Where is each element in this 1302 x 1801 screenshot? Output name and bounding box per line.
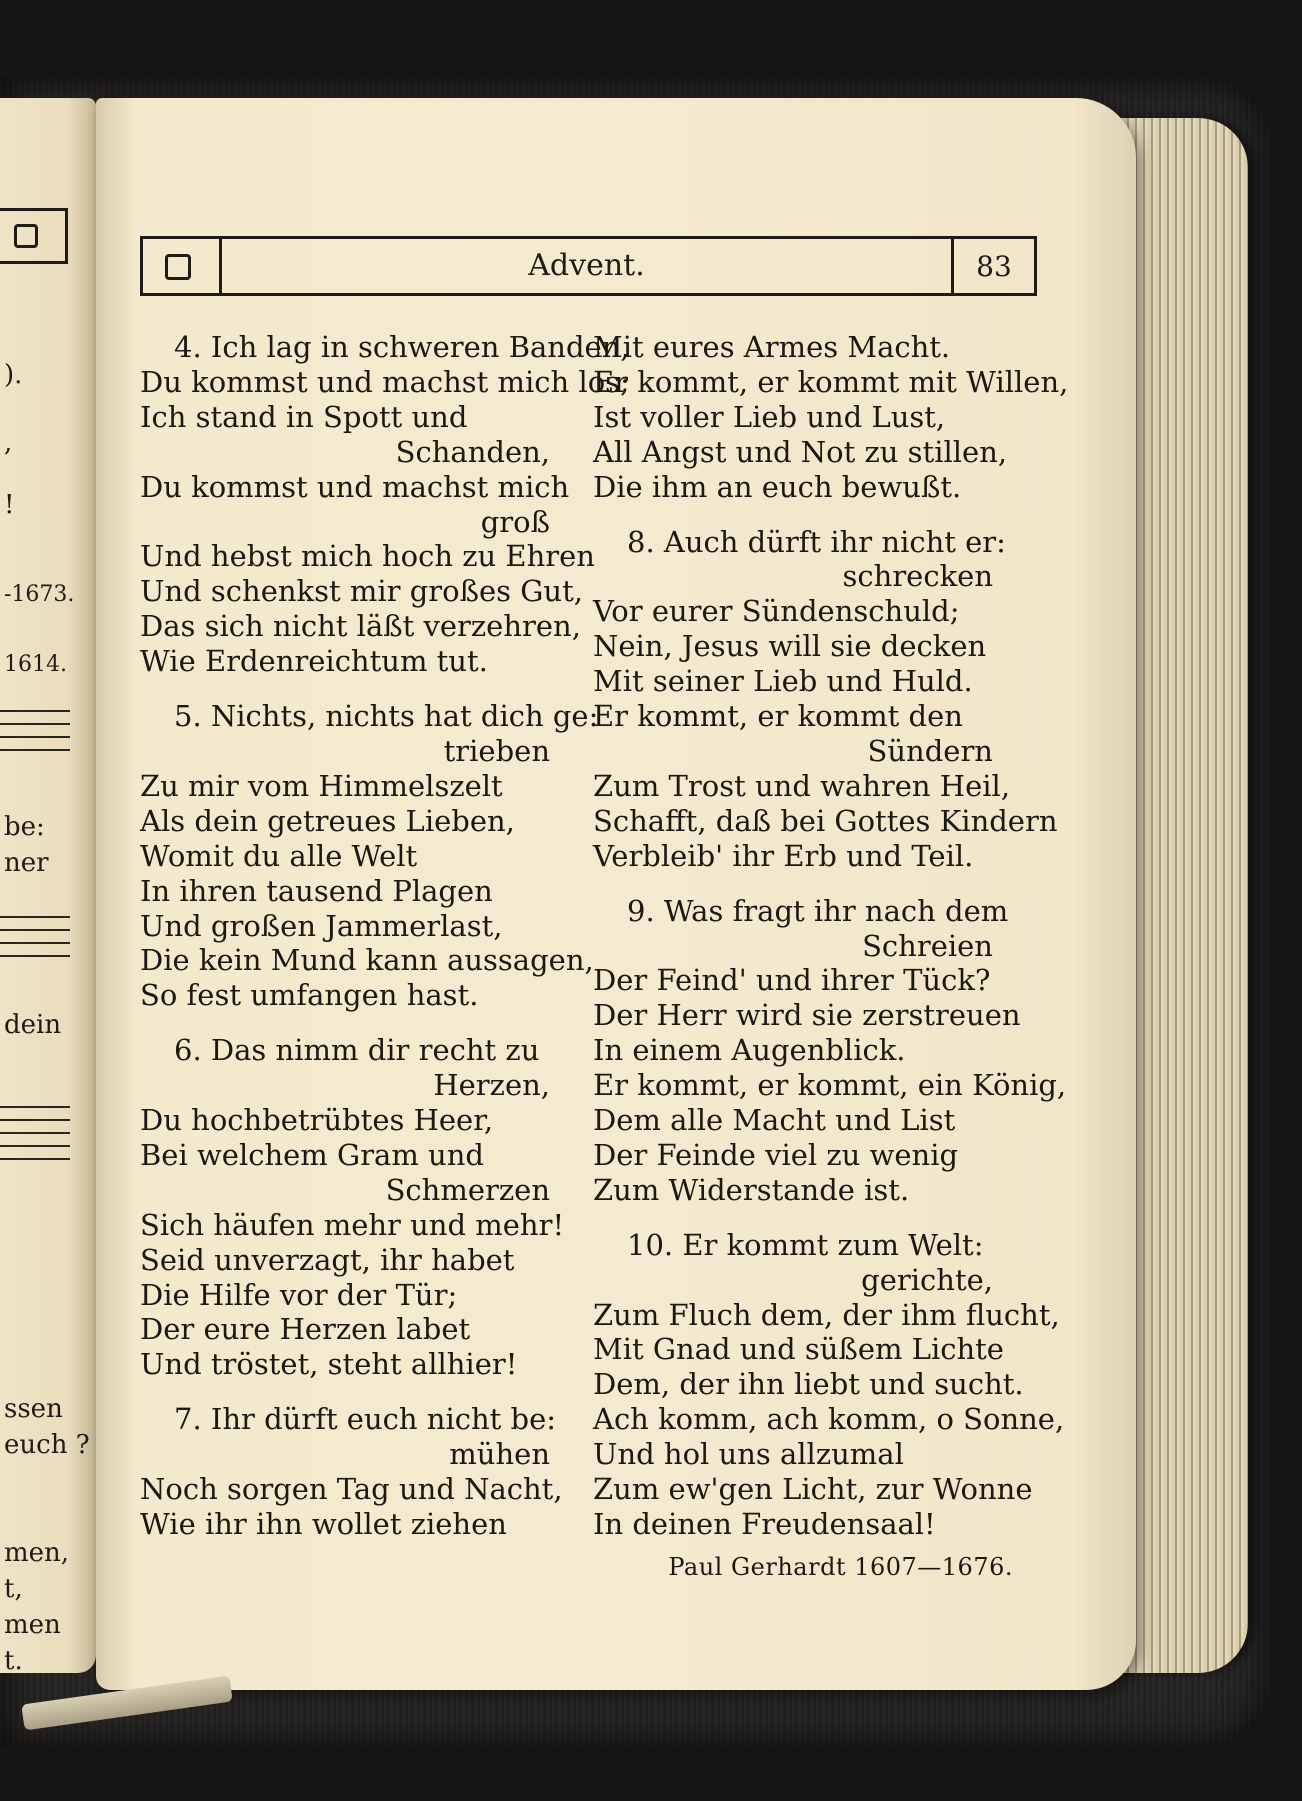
verse-line: Ich stand in Spott und (140, 399, 468, 434)
verse-line: 10. Er kommt zum Welt: (627, 1227, 984, 1262)
page-header (140, 236, 1037, 296)
verse-line: Nein, Jesus will sie decken (593, 629, 987, 664)
square-icon (14, 224, 38, 248)
stanza-gap (140, 1013, 590, 1033)
left-fragment: t, (4, 1574, 23, 1604)
left-fragment: men, (4, 1538, 70, 1568)
text-column-right (593, 330, 1069, 1585)
verse-line: Noch sorgen Tag und Nacht, (140, 1472, 563, 1507)
verse-line: Das sich nicht läßt verzehren, (140, 609, 581, 644)
verse-line: Bei welchem Gram und (140, 1137, 484, 1172)
page-number: 83 (976, 250, 1012, 283)
verse-line: schrecken (842, 559, 993, 594)
verse-line: 4. Ich lag in schweren Banden, (174, 330, 630, 364)
stanza (140, 330, 630, 679)
music-staff (0, 710, 70, 762)
verse-line: Zu mir vom Himmelszelt (140, 768, 503, 803)
stanza (140, 1033, 590, 1382)
verse-line: Herzen, (433, 1068, 550, 1103)
left-fragment: ). (4, 360, 23, 390)
verse-line: Ach komm, ach komm, o Sonne, (593, 1402, 1065, 1437)
verse-line: Der Herr wird sie zerstreuen (593, 998, 1021, 1033)
verse-line: Der eure Herzen labet (140, 1312, 471, 1347)
right-page (96, 98, 1136, 1690)
verse-line: Zum Widerstande ist. (593, 1172, 910, 1207)
left-fragment: , (4, 428, 13, 458)
verse-line: 9. Was fragt ihr nach dem (627, 893, 1009, 928)
verse-line: Seid unverzagt, ihr habet (140, 1242, 515, 1277)
stanza (593, 893, 1067, 1208)
stanza-gap (140, 1382, 590, 1402)
left-page (0, 98, 96, 1673)
verse-line: Wie Erdenreichtum tut. (140, 644, 488, 679)
verse-line: Ist voller Lieb und Lust, (593, 399, 946, 434)
verse-line: Der Feind' und ihrer Tück? (593, 963, 991, 998)
verse-line: Schreien (862, 928, 993, 963)
verse-line: Und tröstet, steht allhier! (140, 1347, 518, 1382)
verse-line: In deinen Freudensaal! (593, 1507, 936, 1541)
left-header-box (0, 208, 68, 264)
left-fragment: dein (4, 1010, 62, 1040)
left-fragment: ner (4, 848, 49, 878)
text-column-left (140, 330, 630, 1542)
author-credit: Paul Gerhardt 1607—1676. (668, 1552, 1013, 1581)
verse-line: Die kein Mund kann aussagen, (140, 943, 594, 978)
stanza-gap (593, 874, 1033, 894)
square-icon (165, 254, 191, 280)
stanza (140, 1402, 590, 1542)
verse-line: 6. Das nimm dir recht zu (174, 1033, 540, 1068)
verse-line: Die ihm an euch bewußt. (593, 469, 962, 504)
verse-line: So fest umfangen hast. (140, 978, 479, 1013)
left-fragment: ! (4, 490, 15, 520)
verse-line: All Angst und Not zu stillen, (593, 434, 1008, 469)
verse-line: Er kommt, er kommt mit Willen, (593, 364, 1069, 399)
verse-line: Er kommt, er kommt den (593, 699, 963, 734)
stanza (140, 699, 599, 1013)
verse-line: In ihren tausend Plagen (140, 873, 493, 908)
left-fragment: ssen (4, 1394, 63, 1424)
verse-line: 7. Ihr dürft euch nicht be: (174, 1402, 557, 1437)
verse-line: Mit eures Armes Macht. (593, 330, 951, 364)
left-fragment: euch ? (4, 1430, 90, 1460)
page-title: Advent. (528, 248, 645, 283)
verse-line: Du kommst und machst mich los; (140, 364, 630, 399)
verse-line: Zum Fluch dem, der ihm flucht, (593, 1297, 1060, 1332)
verse-line: Verbleib' ihr Erb und Teil. (593, 838, 974, 873)
stanza-gap (593, 505, 1033, 525)
left-fragment: 1614. (4, 652, 67, 677)
verse-line: gerichte, (861, 1262, 993, 1297)
verse-line: 8. Auch dürft ihr nicht er: (627, 524, 1006, 559)
stanza-gap (140, 679, 590, 699)
verse-line: Wie ihr ihn wollet ziehen (140, 1507, 507, 1541)
verse-line: trieben (443, 733, 550, 768)
verse-line: Mit Gnad und süßem Lichte (593, 1332, 1004, 1367)
stanza (593, 1227, 1065, 1542)
verse-line: Der Feinde viel zu wenig (593, 1137, 959, 1172)
verse-line: Zum ew'gen Licht, zur Wonne (593, 1472, 1033, 1507)
verse-line: Schmerzen (385, 1172, 550, 1207)
verse-line: Sich häufen mehr und mehr! (140, 1207, 565, 1242)
verse-line: In einem Augenblick. (593, 1033, 906, 1068)
stanza (593, 524, 1058, 874)
verse-line: mühen (449, 1437, 550, 1472)
verse-line: Sündern (867, 733, 993, 768)
verse-line: Die Hilfe vor der Tür; (140, 1277, 458, 1312)
verse-line: Du kommst und machst mich (140, 469, 570, 504)
verse-line: Schafft, daß bei Gottes Kindern (593, 803, 1058, 838)
verse-line: Und schenkst mir großes Gut, (140, 574, 583, 609)
verse-line: Er kommt, er kommt, ein König, (593, 1068, 1067, 1103)
verse-line: Vor eurer Sündenschuld; (593, 594, 960, 629)
left-fragment: -1673. (4, 582, 75, 607)
music-staff (0, 916, 70, 968)
left-fragment: t. (4, 1646, 23, 1673)
verse-line: Und hol uns allzumal (593, 1437, 904, 1472)
verse-line: Zum Trost und wahren Heil, (593, 768, 1011, 803)
music-staff (0, 1106, 70, 1171)
verse-line: Schanden, (395, 434, 550, 469)
left-fragment: men (4, 1610, 61, 1640)
verse-line: Und großen Jammerlast, (140, 908, 503, 943)
verse-line: 5. Nichts, nichts hat dich ge: (174, 699, 599, 734)
verse-line: Mit seiner Lieb und Huld. (593, 664, 973, 699)
verse-line: Dem, der ihn liebt und sucht. (593, 1367, 1024, 1402)
verse-line: Du hochbetrübtes Heer, (140, 1103, 494, 1138)
verse-line: groß (480, 504, 550, 539)
verse-line: Dem alle Macht und List (593, 1103, 956, 1138)
left-fragment: be: (4, 812, 45, 842)
stanza (593, 330, 1069, 505)
stanza-gap (593, 1208, 1033, 1228)
verse-line: Und hebst mich hoch zu Ehren (140, 539, 595, 574)
verse-line: Womit du alle Welt (140, 838, 418, 873)
verse-line: Als dein getreues Lieben, (140, 803, 515, 838)
